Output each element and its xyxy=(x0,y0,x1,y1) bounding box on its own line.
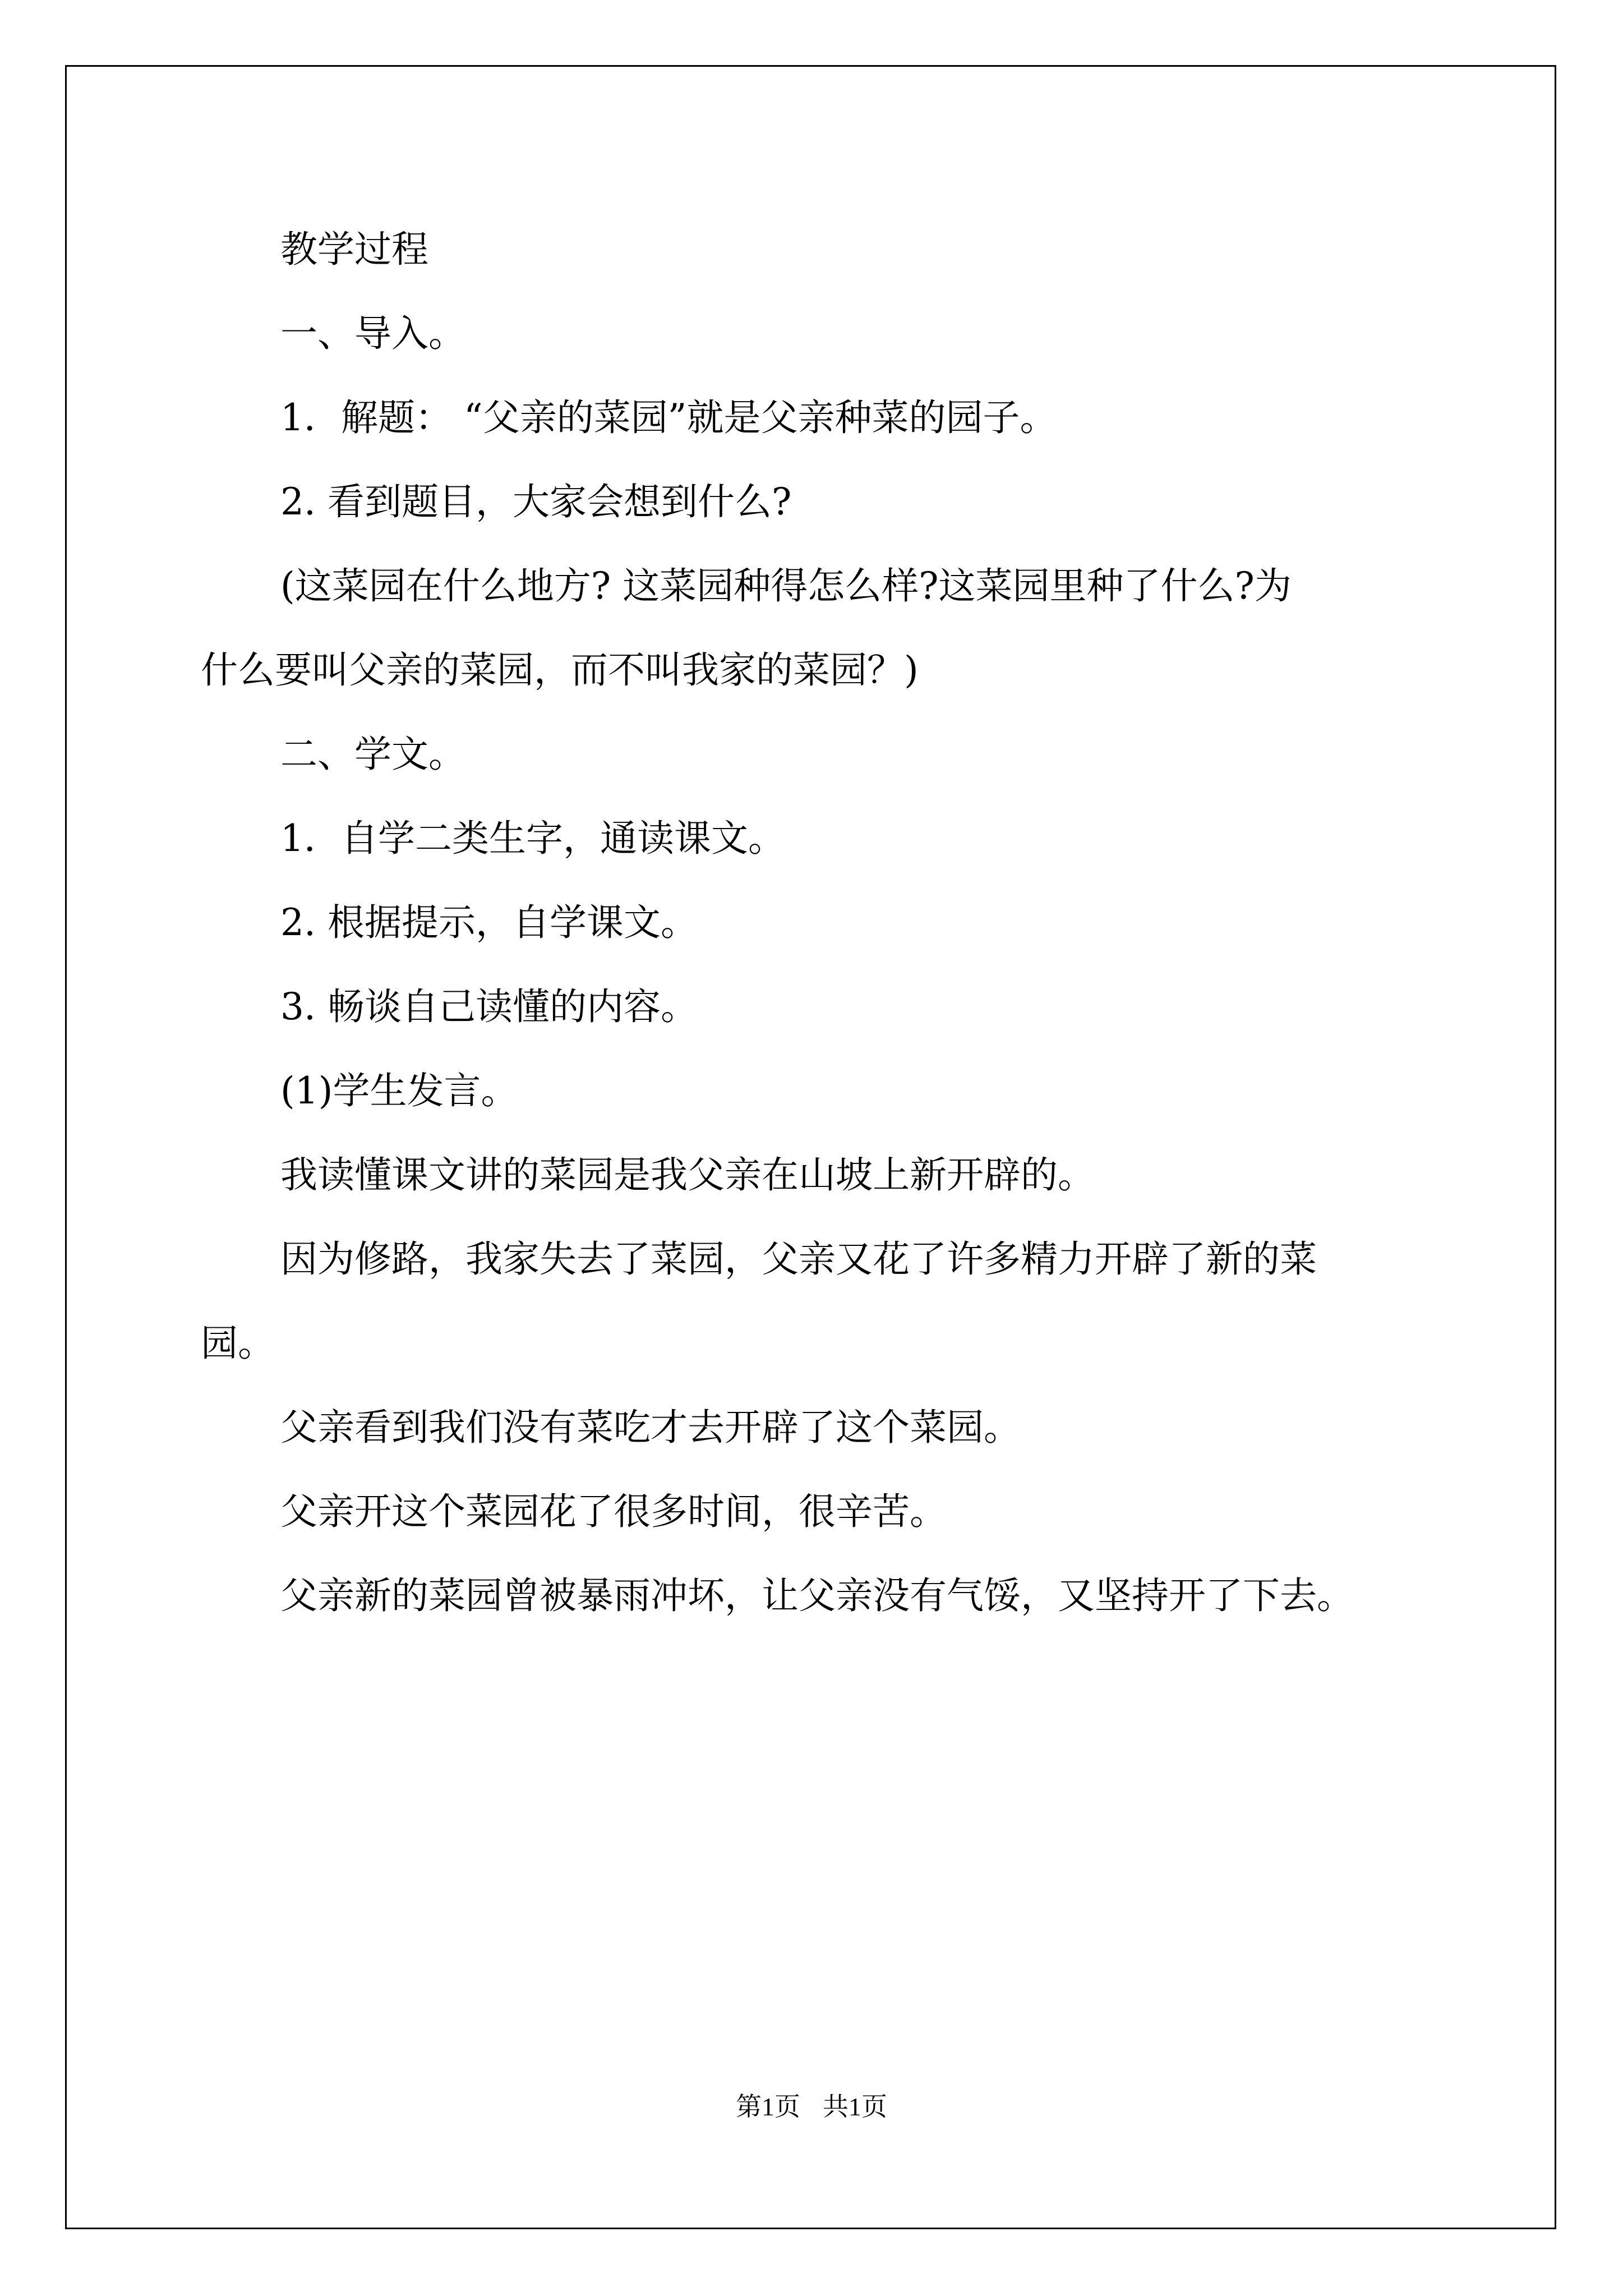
section-title: 教学过程 xyxy=(280,228,428,271)
page-total: 共1页 xyxy=(823,2092,887,2121)
paragraph: 因为修路，我家失去了菜园，父亲又花了许多精力开辟了新的菜 xyxy=(280,1237,1317,1281)
paragraph: 我读懂课文讲的菜园是我父亲在山坡上新开辟的。 xyxy=(280,1153,1095,1197)
page-footer xyxy=(0,2091,1623,2123)
paragraph: 父亲新的菜园曾被暴雨冲坏，让父亲没有气馁，又坚持开了下去。 xyxy=(280,1574,1354,1617)
heading-intro: 一、导入。 xyxy=(280,312,465,355)
paragraph: 2. 看到题目，大家会想到什么? xyxy=(280,480,792,523)
paragraph: (1)学生发言。 xyxy=(280,1069,518,1112)
paragraph: (这菜园在什么地方? 这菜园种得怎么样?这菜园里种了什么?为 xyxy=(280,564,1292,608)
page-number: 第1页 xyxy=(736,2092,800,2121)
paragraph: 1．自学二类生字，通读课文。 xyxy=(280,817,785,860)
paragraph: 3. 畅谈自己读懂的内容。 xyxy=(280,985,698,1028)
paragraph: 2. 根据提示，自学课文。 xyxy=(280,901,698,944)
paragraph-continuation: 什么要叫父亲的菜园，而不叫我家的菜园？) xyxy=(201,648,919,692)
paragraph: 1．解题： “父亲的菜园”就是父亲种菜的园子。 xyxy=(280,396,1057,439)
page-border xyxy=(65,65,1556,2229)
paragraph: 父亲看到我们没有菜吃才去开辟了这个菜园。 xyxy=(280,1406,1021,1449)
paragraph-continuation: 园。 xyxy=(201,1322,275,1365)
heading-study: 二、学文。 xyxy=(280,733,465,776)
paragraph: 父亲开这个菜园花了很多时间，很辛苦。 xyxy=(280,1490,947,1533)
